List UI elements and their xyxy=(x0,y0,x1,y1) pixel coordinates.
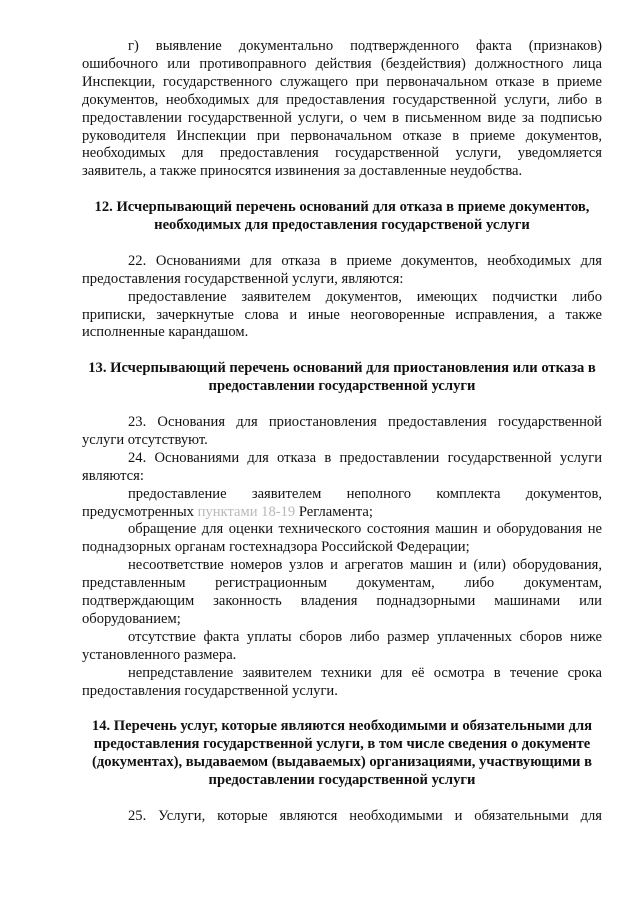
paragraph-22: 22. Основаниями для отказа в приеме документов, необходимых для предоставления государственной услуги, являются: xyxy=(82,252,602,287)
paragraph-23: 23. Основания для приостановления предоставления государственной услуги отсутствуют. xyxy=(82,413,602,448)
item-1-text-end: Регламента; xyxy=(295,503,373,520)
section-12-heading: 12. Исчерпывающий перечень оснований для отказа в приеме документов, необходимых для предоставления государственой услуги xyxy=(94,199,590,234)
spacer xyxy=(82,700,602,718)
paragraph-25: 25. Услуги, которые являются необходимыми и обязательными для xyxy=(128,807,602,824)
paragraph-24-item-3: несоответствие номеров узлов и агрегатов машин и (или) оборудования, представленным регистрационным документам, либо документам, подтверждающим законность владения поднадзорными машинами или оборудованием; xyxy=(82,557,602,627)
section-13-heading: 13. Исчерпывающий перечень оснований для приостановления или отказа в предоставлении государственной услуги xyxy=(88,360,596,395)
paragraph-24-item-4: отсутствие факта уплаты сборов либо размер уплаченных сборов ниже установленного размера. xyxy=(82,628,602,663)
paragraph-24: 24. Основаниями для отказа в предоставлении государственной услуги являются: xyxy=(82,449,602,484)
spacer xyxy=(82,396,602,414)
paragraph-24-item-2: обращение для оценки технического состояния машин и оборудования не поднадзорных органам гостехнадзора Российской Федерации; xyxy=(82,521,602,556)
spacer xyxy=(82,181,602,199)
spacer xyxy=(82,342,602,360)
section-14-heading: 14. Перечень услуг, которые являются необходимыми и обязательными для предоставления государственной услуги, в том числе сведения о документе (документах), выдаваемом (выдаваемых) организациями, участвующими в предоставлении государственной услуги xyxy=(91,718,593,789)
paragraph-22-item: предоставление заявителем документов, имеющих подчистки либо приписки, зачеркнутые слова и иные неоговоренные исправления, а также исполненные карандашом. xyxy=(82,288,602,341)
paragraph-g: г) выявление документально подтвержденного факта (признаков) ошибочного или противоправного действия (бездействия) должностного лица Инспекции, государственного служащего при первоначальном отказе в приеме документов, необходимых для предоставления государственной услуги, либо в предоставлении государственной услуги, о чем в письменном виде за подписью руководителя Инспекции при первоначальном отказе в приеме документов, необходимых для предоставления государственной услуги, уведомляется заявитель, а также приносятся извинения за доставленные неудобства. xyxy=(82,38,602,180)
paragraph-24-item-5: непредставление заявителем техники для её осмотра в течение срока предоставления государственной услуги. xyxy=(82,664,602,699)
item-1-text-start: предоставление заявителем неполного комплекта документов, предусмотренных xyxy=(82,485,602,520)
paragraph-24-item-1 xyxy=(82,486,602,522)
item-1-faded-reference: пунктами 18-19 xyxy=(197,503,296,520)
spacer xyxy=(82,790,602,808)
spacer xyxy=(82,235,602,253)
